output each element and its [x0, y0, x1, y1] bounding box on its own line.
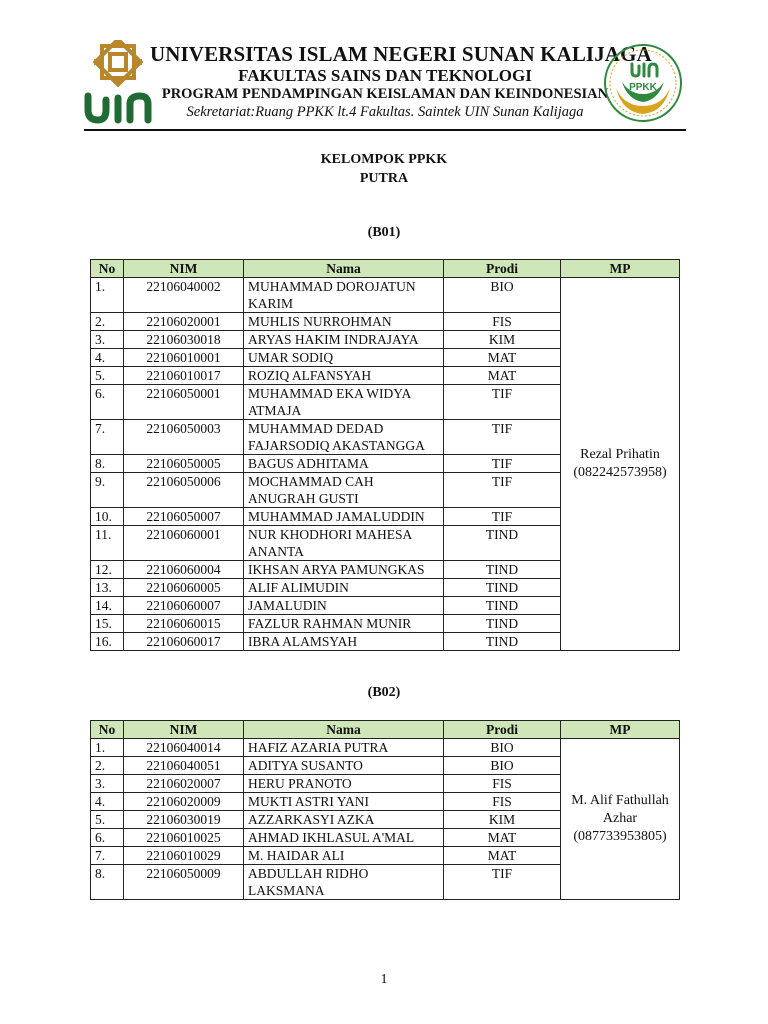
- name-cell: MUHAMMAD DOROJATUN KARIM: [244, 278, 444, 313]
- table-row: [91, 278, 680, 313]
- nim-cell: 22106010025: [124, 829, 244, 847]
- nim-cell: 22106060004: [124, 561, 244, 579]
- mentor-phone: (082242573958): [573, 465, 667, 480]
- secretariat-address: Sekretariat:Ruang PPKK lt.4 Fakultas. Saintek UIN Sunan Kalijaga: [186, 104, 584, 120]
- column-header-no: No: [91, 260, 124, 278]
- row-number: 11.: [91, 526, 124, 561]
- group-table-b02: [90, 720, 680, 900]
- row-number: 7.: [91, 420, 124, 455]
- mentor-phone: (087733953805): [573, 829, 667, 844]
- prodi-cell: TIND: [444, 561, 561, 579]
- nim-cell: 22106020001: [124, 313, 244, 331]
- name-cell: ALIF ALIMUDIN: [244, 579, 444, 597]
- nim-cell: 22106040002: [124, 278, 244, 313]
- row-number: 9.: [91, 473, 124, 508]
- prodi-cell: TIND: [444, 633, 561, 651]
- nim-cell: 22106050001: [124, 385, 244, 420]
- column-header-nama: Nama: [244, 260, 444, 278]
- nim-cell: 22106030019: [124, 811, 244, 829]
- row-number: 14.: [91, 597, 124, 615]
- name-cell: MUHAMMAD DEDAD FAJARSODIQ AKASTANGGA: [244, 420, 444, 455]
- prodi-cell: KIM: [444, 331, 561, 349]
- name-cell: MUHAMMAD EKA WIDYA ATMAJA: [244, 385, 444, 420]
- name-cell: AHMAD IKHLASUL A'MAL: [244, 829, 444, 847]
- row-number: 4.: [91, 349, 124, 367]
- mentor-cell: [561, 278, 680, 651]
- nim-cell: 22106020007: [124, 775, 244, 793]
- page-number: 1: [380, 972, 388, 987]
- document-subtitle: PUTRA: [359, 171, 409, 186]
- ppkk-logo-icon: [602, 42, 684, 124]
- prodi-cell: TIF: [444, 473, 561, 508]
- row-number: 15.: [91, 615, 124, 633]
- table-header-row: [91, 260, 680, 278]
- prodi-cell: TIF: [444, 508, 561, 526]
- row-number: 16.: [91, 633, 124, 651]
- mentor-cell: [561, 739, 680, 900]
- nim-cell: 22106030018: [124, 331, 244, 349]
- column-header-nim: NIM: [124, 721, 244, 739]
- nim-cell: 22106010029: [124, 847, 244, 865]
- group-table-b01: [90, 259, 680, 651]
- uin-logo-icon: [80, 40, 156, 126]
- prodi-cell: BIO: [444, 739, 561, 757]
- name-cell: UMAR SODIQ: [244, 349, 444, 367]
- prodi-cell: MAT: [444, 367, 561, 385]
- row-number: 5.: [91, 367, 124, 385]
- document-title: KELOMPOK PPKK: [320, 152, 448, 167]
- nim-cell: 22106050009: [124, 865, 244, 900]
- table-header-row: [91, 721, 680, 739]
- name-cell: ADITYA SUSANTO: [244, 757, 444, 775]
- name-cell: ARYAS HAKIM INDRAJAYA: [244, 331, 444, 349]
- nim-cell: 22106040051: [124, 757, 244, 775]
- prodi-cell: BIO: [444, 757, 561, 775]
- nim-cell: 22106060001: [124, 526, 244, 561]
- university-name: UNIVERSITAS ISLAM NEGERI SUNAN KALIJAGA: [150, 42, 652, 66]
- header-divider: [84, 129, 686, 131]
- row-number: 2.: [91, 757, 124, 775]
- column-header-no: No: [91, 721, 124, 739]
- nim-cell: 22106020009: [124, 793, 244, 811]
- nim-cell: 22106050003: [124, 420, 244, 455]
- name-cell: IBRA ALAMSYAH: [244, 633, 444, 651]
- prodi-cell: TIF: [444, 455, 561, 473]
- faculty-name: FAKULTAS SAINS DAN TEKNOLOGI: [238, 66, 532, 85]
- row-number: 8.: [91, 865, 124, 900]
- prodi-cell: FIS: [444, 793, 561, 811]
- name-cell: MOCHAMMAD CAH ANUGRAH GUSTI: [244, 473, 444, 508]
- name-cell: MUHAMMAD JAMALUDDIN: [244, 508, 444, 526]
- mentor-name: M. Alif Fathullah Azhar: [571, 793, 669, 826]
- row-number: 1.: [91, 278, 124, 313]
- row-number: 13.: [91, 579, 124, 597]
- row-number: 4.: [91, 793, 124, 811]
- name-cell: AZZARKASYI AZKA: [244, 811, 444, 829]
- column-header-mp: MP: [561, 721, 680, 739]
- row-number: 3.: [91, 331, 124, 349]
- row-number: 6.: [91, 829, 124, 847]
- prodi-cell: TIND: [444, 597, 561, 615]
- name-cell: MUHLIS NURROHMAN: [244, 313, 444, 331]
- column-header-mp: MP: [561, 260, 680, 278]
- name-cell: M. HAIDAR ALI: [244, 847, 444, 865]
- row-number: 12.: [91, 561, 124, 579]
- prodi-cell: TIND: [444, 579, 561, 597]
- prodi-cell: MAT: [444, 349, 561, 367]
- prodi-cell: MAT: [444, 847, 561, 865]
- name-cell: BAGUS ADHITAMA: [244, 455, 444, 473]
- column-header-nim: NIM: [124, 260, 244, 278]
- ppkk-logo-text: PPKK: [629, 82, 657, 93]
- column-header-prodi: Prodi: [444, 260, 561, 278]
- row-number: 1.: [91, 739, 124, 757]
- nim-cell: 22106060015: [124, 615, 244, 633]
- name-cell: FAZLUR RAHMAN MUNIR: [244, 615, 444, 633]
- prodi-cell: FIS: [444, 313, 561, 331]
- program-name: PROGRAM PENDAMPINGAN KEISLAMAN DAN KEINDONESIAN: [161, 86, 609, 102]
- nim-cell: 22106060007: [124, 597, 244, 615]
- prodi-cell: FIS: [444, 775, 561, 793]
- group-title-b02: (B02): [367, 685, 401, 700]
- column-header-prodi: Prodi: [444, 721, 561, 739]
- column-header-nama: Nama: [244, 721, 444, 739]
- prodi-cell: TIND: [444, 615, 561, 633]
- nim-cell: 22106050005: [124, 455, 244, 473]
- nim-cell: 22106010001: [124, 349, 244, 367]
- nim-cell: 22106060005: [124, 579, 244, 597]
- prodi-cell: TIF: [444, 420, 561, 455]
- row-number: 3.: [91, 775, 124, 793]
- row-number: 2.: [91, 313, 124, 331]
- name-cell: HAFIZ AZARIA PUTRA: [244, 739, 444, 757]
- name-cell: IKHSAN ARYA PAMUNGKAS: [244, 561, 444, 579]
- nim-cell: 22106040014: [124, 739, 244, 757]
- row-number: 10.: [91, 508, 124, 526]
- prodi-cell: TIND: [444, 526, 561, 561]
- nim-cell: 22106050007: [124, 508, 244, 526]
- prodi-cell: BIO: [444, 278, 561, 313]
- row-number: 7.: [91, 847, 124, 865]
- nim-cell: 22106050006: [124, 473, 244, 508]
- table-row: [91, 739, 680, 757]
- name-cell: HERU PRANOTO: [244, 775, 444, 793]
- name-cell: ABDULLAH RIDHO LAKSMANA: [244, 865, 444, 900]
- prodi-cell: MAT: [444, 829, 561, 847]
- row-number: 5.: [91, 811, 124, 829]
- row-number: 6.: [91, 385, 124, 420]
- name-cell: JAMALUDIN: [244, 597, 444, 615]
- prodi-cell: TIF: [444, 385, 561, 420]
- mentor-name: Rezal Prihatin: [580, 447, 660, 462]
- name-cell: MUKTI ASTRI YANI: [244, 793, 444, 811]
- row-number: 8.: [91, 455, 124, 473]
- prodi-cell: KIM: [444, 811, 561, 829]
- group-title-b01: (B01): [367, 225, 401, 240]
- prodi-cell: TIF: [444, 865, 561, 900]
- name-cell: NUR KHODHORI MAHESA ANANTA: [244, 526, 444, 561]
- nim-cell: 22106010017: [124, 367, 244, 385]
- nim-cell: 22106060017: [124, 633, 244, 651]
- name-cell: ROZIQ ALFANSYAH: [244, 367, 444, 385]
